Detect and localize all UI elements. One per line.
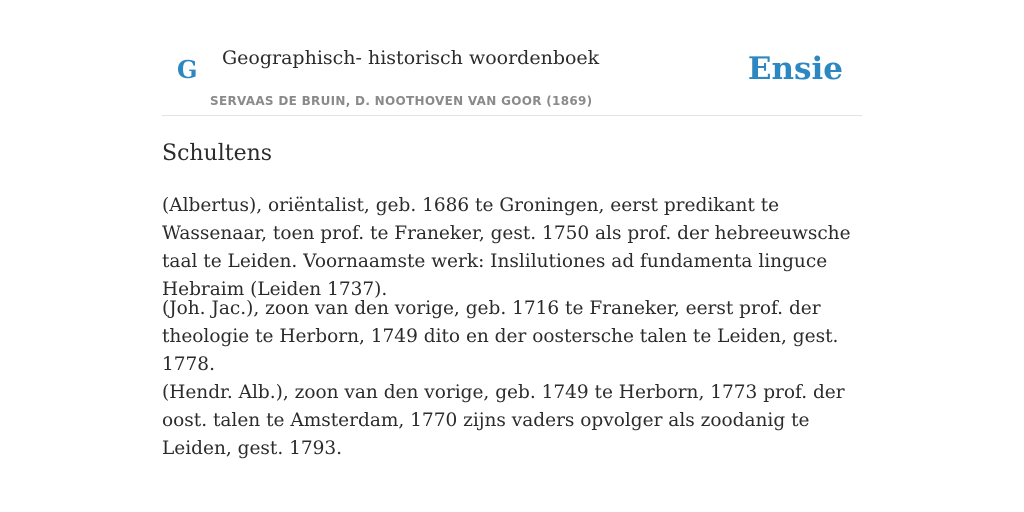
book-logo-icon[interactable]: G <box>177 55 198 84</box>
book-title-link[interactable]: Geographisch- historisch woordenboek <box>222 47 600 69</box>
ensie-logo[interactable]: Ensie <box>747 51 843 87</box>
entry-paragraph-2: (Joh. Jac.), zoon van den vorige, geb. 1716 te Franeker, eerst prof. der theologie te Herborn, 1749 dito en der oostersche talen te Leiden, gest. 1778. <box>162 298 839 375</box>
page-container <box>162 0 862 459</box>
entry-paragraph-1: (Albertus), oriëntalist, geb. 1686 te Groningen, eerst predikant te Wassenaar, toen prof. te Franeker, gest. 1750 als prof. der hebreeuwsche taal te Leiden. Voornaamste werk: Inslilutiones ad fundamenta linguce Hebraim (Leiden 1737). <box>162 195 851 300</box>
book-author: SERVAAS DE BRUIN, D. NOOTHOVEN VAN GOOR (1869) <box>210 94 593 108</box>
entry-title: Schultens <box>162 141 273 166</box>
entry-paragraph-3: (Hendr. Alb.), zoon van den vorige, geb. 1749 te Herborn, 1773 prof. der oost. talen te Amsterdam, 1770 zijns vaders opvolger als zoodanig te Leiden, gest. 1793. <box>162 382 845 459</box>
book-header <box>162 0 862 116</box>
